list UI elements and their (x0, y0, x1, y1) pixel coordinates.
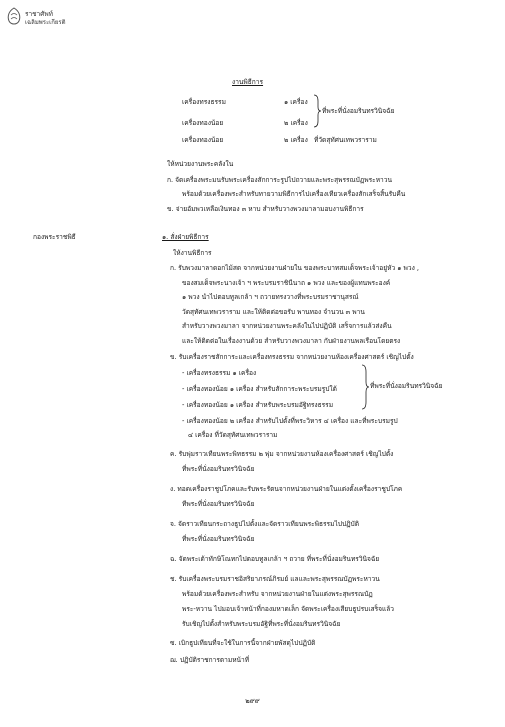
item-line: ทีพระที่นั่งอมรินทรวินิจฉัย (182, 500, 255, 508)
paragraph: พร้อมด้วยเครื่องพระสำหรับทายวามพิธีการไปเครื่องเทียวเครื่องสักเสร็จสิ้นรับคืน (182, 190, 406, 198)
top-item-name: เครื่องทองน้อย (182, 136, 224, 144)
item-line: ซ. เบิกธูปเทียนที่จะใช้ในการนี้จากฝ่ายพัสดุไปปฏิบัติ (170, 639, 316, 647)
list-tail: ๔ เครื่อง ที่วัดสุทัศนเทพวราราม (188, 431, 278, 439)
section-heading: ๑. สั่งฝ่ายพิธีการ (162, 233, 209, 241)
top-item-qty: ๑ เครื่อง (284, 98, 308, 106)
logo-subtitle: เฉลิมพระเกียรติ (25, 19, 66, 26)
item-line: พร้อมด้วยเครื่องพระสำหรับ จากหน่วยงานฝ่ายในแต่งพระสุพรรณบัฏ (182, 590, 373, 598)
body-line: ก. รับพวงมาลาดอกไม้สด จากหน่วยงานฝ่ายใน ของพระบาทสมเด็จพระเจ้าอยู่หัว ๑ พวง , (170, 264, 420, 272)
list-brace-label: ที่พระที่นั่งอมรินทรวินิจฉัย (370, 382, 443, 390)
royal-emblem-icon (5, 7, 23, 27)
top-item-qty: ๒ เครื่อง (284, 136, 308, 144)
top-item-name: เครื่องทองน้อย (182, 119, 224, 127)
item-line: ที่พระที่นั่งอมรินทรวินิจฉัย (182, 465, 255, 473)
top-brace-label: ที่พระที่นั่งอมรินทรวินิจฉัย (322, 107, 395, 115)
header-logo (5, 7, 77, 29)
item-line: ช. รับเครื่องพระบรมราชอิสริยาภรณ์ภิรมย์ แลและพระสุพรรณบัฏพระหาวน (170, 575, 380, 583)
top-item-name: เครื่องทรงธรรม (182, 98, 226, 106)
body-line: ข. รับเครื่องราชสักการะและเครื่องทรงธรรม จากหน่วยงานห้องเครื่องศาสตร์ เชิญไปตั้ง (170, 353, 414, 361)
right-brace (312, 94, 322, 128)
paragraph: ข. จ่ายอัมพวเหลือเงินทอง ๓ หาบ สำหรับวางพวงมาลามอบงานพิธีการ (167, 205, 364, 213)
list-item: - เครื่องทรงธรรม ๑ เครื่อง (182, 369, 257, 377)
list-item: - เครื่องทองน้อย ๑ เครื่อง สำหรับสักการะพระบรมรูปใต้ (182, 385, 337, 393)
right-brace (360, 364, 370, 410)
top-item-place: ที่วัดสุทัศนเทพวราราม (314, 136, 377, 144)
section-lead: ให้งานพิธีการ (173, 249, 212, 257)
list-item: - เครื่องทองน้อย ๑ เครื่อง สำหรับพระบรมอัฐิทรงธรรม (182, 401, 334, 409)
item-line: ที่พระที่นั่งอมรินทรวินิจฉัย (182, 535, 255, 543)
item-line: พระ-หวาน ไปมอบเจ้าหน้าที่กองมหาดเล็ก จัดพระเครื่องเสียบธูปรบเสร็จแล้ว (182, 605, 395, 613)
body-line: และให้ติดต่อในเรื่องงานด้วย สำหรับวางพวงมาลา กับฝ่ายงานพลเรือนโดยตรง (182, 337, 401, 345)
logo-title: ราชาศัพท์ (25, 10, 53, 18)
item-line: ฉ. จัดพระเต้าทักษิโณทกไปตอบทูลเกล้า ฯ ถวาย ที่พระที่นั่งอมรินทรวินิจฉัย (170, 555, 380, 563)
department-label: กองพระราชพิธี (33, 233, 76, 241)
body-line: ของสมเด็จพระนางเจ้า ฯ พระบรมราชินีนาถ ๑ พวง และของผู้แทนพระองค์ (182, 279, 391, 287)
item-line: ค. รับพุ่มราวเทียนพระพิทธรรม ๒ พุ่ม จากหน่วยงานห้องเครื่องศาสตร์ เชิญไปตั้ง (170, 450, 394, 458)
body-line: ๑ พวง นำไปตอบทูลเกล้า ฯ ถวายทรงวางที่พระบรมราชานุสรณ์ (182, 293, 359, 301)
item-line: จ. จัดราวเทียนกระถางธูปไปตั้งและจัดราวเทียนพระพิธรรมไปปฏิบัติ (170, 520, 360, 528)
list-item: - เครื่องทองน้อย ๒ เครื่อง สำหรับไปตั้งที่พระวิหาร ๔ เครื่อง และที่พระบรมรูป (182, 417, 398, 425)
paragraph: ก. จัดเครื่องพระมนรับพระเครื่องสักการะรูปไปถวายและพระสุพรรณบัฏพระหาวน (167, 176, 392, 184)
body-line: วัดสุทัศนเทพวราราม และให้ติดต่อขอรับ พานทอง จำนวน ๓ พาน (182, 308, 365, 316)
item-line: ง. ทอดเครื่องราชูปโภคและรับพระรัตนจากหน่วยงานฝ่ายในแต่งตั้งเครื่องราชูปโภค (170, 485, 403, 493)
body-line: สำหรับวางพวงมาลา จากหน่วยงานพระคลังในไปปฏิบัติ เสร็จการแล้วส่งคืน (182, 322, 392, 330)
top-item-qty: ๒ เครื่อง (284, 119, 308, 127)
top-section-title: งานพิธีการ (232, 78, 264, 86)
item-line: รับเชิญไปตั้งสำหรับพระบรมอัฐิที่พระที่นั่งอมรินทรวินิจฉัย (182, 620, 341, 628)
item-line: ฌ. ปฏิบัติราชการตามหน้าที่ (170, 656, 250, 664)
paragraph: ให้หน่วยงานพระคลังใน (167, 160, 234, 168)
page-number: ๒๙๙ (245, 697, 260, 705)
